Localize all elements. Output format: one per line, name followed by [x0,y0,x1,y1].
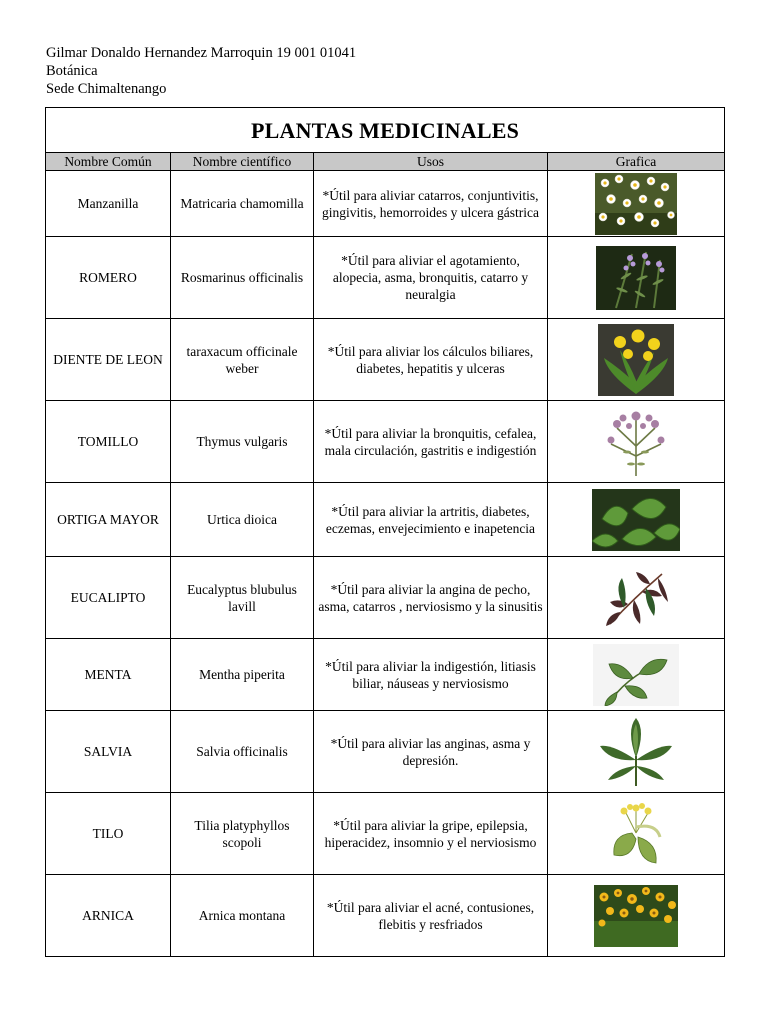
uses-text: *Útil para aliviar catarros, conjuntivitis, gingivitis, hemorroides y ulcera gástrica [314,171,548,237]
scientific-name: Matricaria chamomilla [171,171,314,237]
uses-text: *Útil para aliviar la indigestión, litiasis biliar, náuseas y nerviosismo [314,639,548,711]
column-header-uses: Usos [314,153,548,171]
scientific-name: Eucalyptus blubulus lavill [171,557,314,639]
scientific-name: Mentha piperita [171,639,314,711]
uses-text: *Útil para aliviar el acné, contusiones, flebitis y resfriados [314,875,548,957]
common-name: ARNICA [46,875,171,957]
uses-text: *Útil para aliviar la artritis, diabetes, eczemas, envejecimiento e inapetencia [314,483,548,557]
table-title: PLANTAS MEDICINALES [46,108,725,153]
column-header-scientific: Nombre científico [171,153,314,171]
document-header [46,44,356,98]
uses-text: *Útil para aliviar la bronquitis, cefalea, mala circulación, gastritis e indigestión [314,401,548,483]
table-row [46,639,725,711]
chamomile-flowers-image [595,173,677,235]
uses-text: *Útil para aliviar el agotamiento, alopecia, asma, bronquitis, catarro y neuralgia [314,237,548,319]
linden-flowers-image [602,803,670,865]
author-line: Gilmar Donaldo Hernandez Marroquin 19 001 01041 [46,45,357,61]
table-row [46,557,725,639]
dandelion-plant-image [598,324,674,396]
thyme-sprig-image [597,406,675,478]
column-header-common: Nombre Común [46,153,171,171]
common-name: ROMERO [46,237,171,319]
sage-sprig-image [596,716,676,788]
table-header-row [46,153,725,171]
scientific-name: Rosmarinus officinalis [171,237,314,319]
subject-line: Botánica [46,63,98,79]
scientific-name: Arnica montana [171,875,314,957]
common-name: TILO [46,793,171,875]
rosemary-sprig-image [596,246,676,310]
common-name: DIENTE DE LEON [46,319,171,401]
table-row [46,793,725,875]
campus-line: Sede Chimaltenango [46,81,167,97]
nettle-leaves-image [592,489,680,551]
mint-leaves-image [593,644,679,706]
uses-text: *Útil para aliviar la angina de pecho, asma, catarros , nerviosismo y la sinusitis [314,557,548,639]
table-row [46,483,725,557]
table-row [46,319,725,401]
table-row [46,401,725,483]
common-name: SALVIA [46,711,171,793]
scientific-name: Thymus vulgaris [171,401,314,483]
table-row [46,875,725,957]
scientific-name: Salvia officinalis [171,711,314,793]
common-name: Manzanilla [46,171,171,237]
common-name: EUCALIPTO [46,557,171,639]
uses-text: *Útil para aliviar la gripe, epilepsia, hiperacidez, insomnio y el nerviosismo [314,793,548,875]
arnica-flowers-image [594,885,678,947]
common-name: TOMILLO [46,401,171,483]
scientific-name: taraxacum officinale weber [171,319,314,401]
table-row [46,711,725,793]
column-header-image: Grafica [548,153,725,171]
medicinal-plants-table [45,107,725,957]
scientific-name: Tilia platyphyllos scopoli [171,793,314,875]
uses-text: *Útil para aliviar los cálculos biliares, diabetes, hepatitis y ulceras [314,319,548,401]
common-name: MENTA [46,639,171,711]
uses-text: *Útil para aliviar las anginas, asma y depresión. [314,711,548,793]
common-name: ORTIGA MAYOR [46,483,171,557]
table-row [46,171,725,237]
scientific-name: Urtica dioica [171,483,314,557]
table-row [46,237,725,319]
eucalyptus-branch-image [600,568,672,628]
